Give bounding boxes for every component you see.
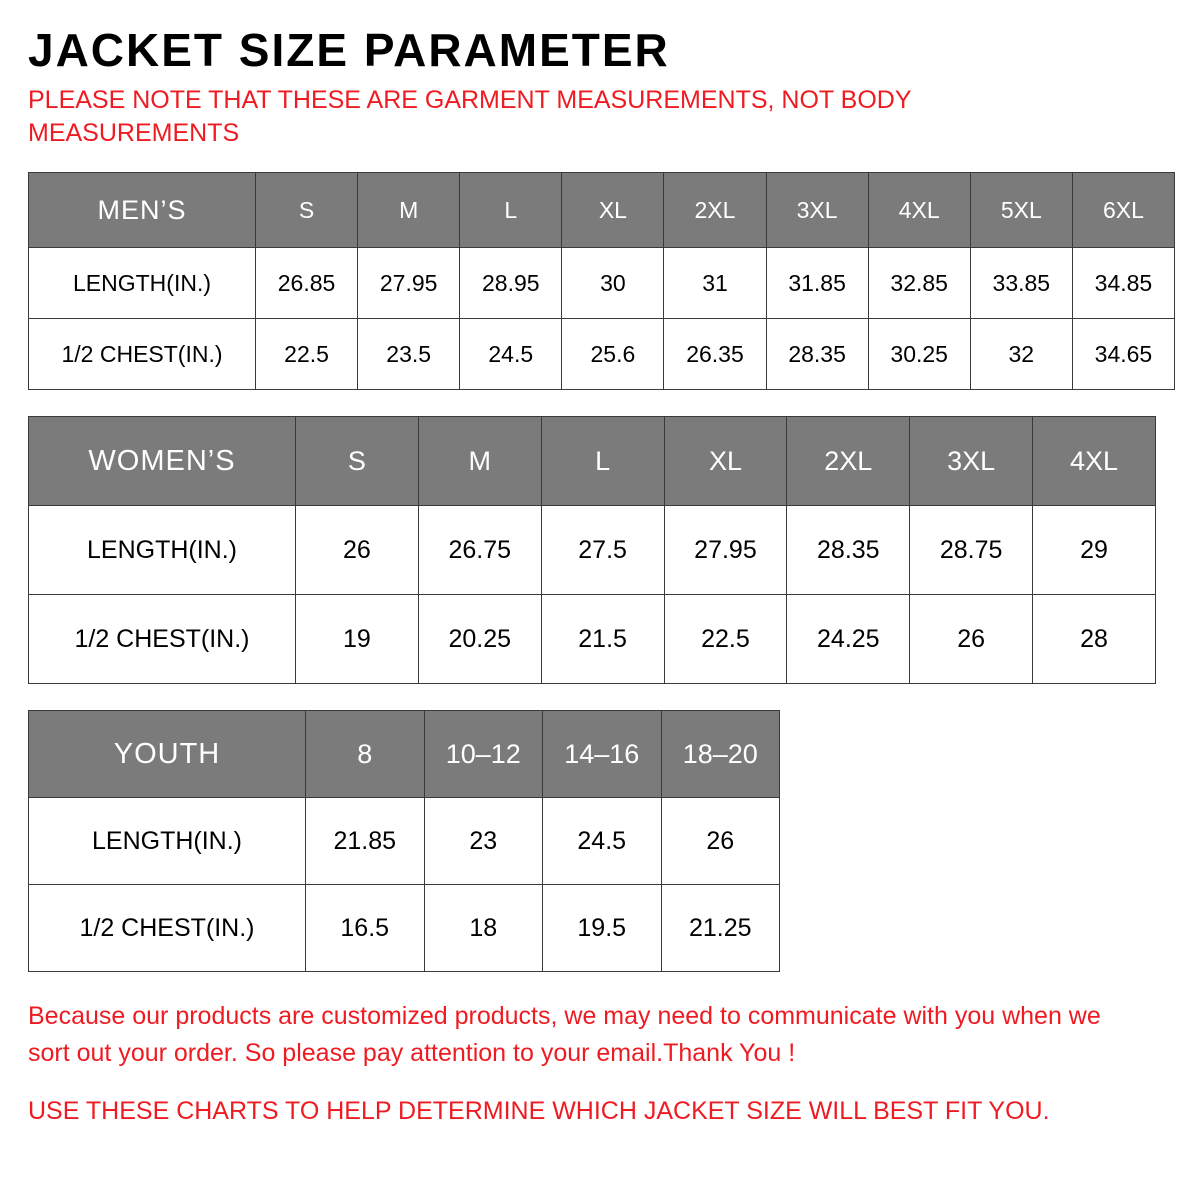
womens-chest-2xl: 24.25 xyxy=(787,595,910,684)
mens-length-xl: 30 xyxy=(562,248,664,319)
youth-length-18-20: 26 xyxy=(661,798,780,885)
womens-chest-m: 20.25 xyxy=(418,595,541,684)
mens-chest-2xl: 26.35 xyxy=(664,319,766,390)
womens-chest-l: 21.5 xyxy=(541,595,664,684)
youth-header-8: 8 xyxy=(306,711,425,798)
womens-header-4xl: 4XL xyxy=(1033,417,1156,506)
womens-size-table xyxy=(28,416,1156,684)
womens-header-label: WOMEN’S xyxy=(29,417,296,506)
mens-length-4xl: 32.85 xyxy=(868,248,970,319)
womens-chest-xl: 22.5 xyxy=(664,595,787,684)
youth-chest-10-12: 18 xyxy=(424,885,543,972)
womens-chest-4xl: 28 xyxy=(1033,595,1156,684)
table-row xyxy=(29,319,1175,390)
mens-header-5xl: 5XL xyxy=(970,173,1072,248)
youth-header-18-20: 18–20 xyxy=(661,711,780,798)
womens-header-s: S xyxy=(296,417,419,506)
womens-header-2xl: 2XL xyxy=(787,417,910,506)
womens-header-l: L xyxy=(541,417,664,506)
mens-length-6xl: 34.85 xyxy=(1072,248,1174,319)
table-header-row xyxy=(29,173,1175,248)
mens-header-l: L xyxy=(460,173,562,248)
mens-header-6xl: 6XL xyxy=(1072,173,1174,248)
mens-header-xl: XL xyxy=(562,173,664,248)
womens-chest-3xl: 26 xyxy=(910,595,1033,684)
youth-length-8: 21.85 xyxy=(306,798,425,885)
youth-chest-8: 16.5 xyxy=(306,885,425,972)
womens-length-l: 27.5 xyxy=(541,506,664,595)
mens-length-2xl: 31 xyxy=(664,248,766,319)
womens-chest-label: 1/2 CHEST(IN.) xyxy=(29,595,296,684)
womens-length-4xl: 29 xyxy=(1033,506,1156,595)
youth-length-14-16: 24.5 xyxy=(543,798,662,885)
table-row xyxy=(29,248,1175,319)
mens-chest-3xl: 28.35 xyxy=(766,319,868,390)
mens-length-l: 28.95 xyxy=(460,248,562,319)
womens-length-3xl: 28.75 xyxy=(910,506,1033,595)
womens-length-2xl: 28.35 xyxy=(787,506,910,595)
mens-chest-m: 23.5 xyxy=(358,319,460,390)
youth-chest-18-20: 21.25 xyxy=(661,885,780,972)
mens-chest-xl: 25.6 xyxy=(562,319,664,390)
table-row xyxy=(29,798,780,885)
mens-chest-5xl: 32 xyxy=(970,319,1072,390)
mens-header-s: S xyxy=(256,173,358,248)
mens-header-2xl: 2XL xyxy=(664,173,766,248)
mens-header-3xl: 3XL xyxy=(766,173,868,248)
mens-header-m: M xyxy=(358,173,460,248)
womens-header-3xl: 3XL xyxy=(910,417,1033,506)
mens-header-4xl: 4XL xyxy=(868,173,970,248)
womens-header-xl: XL xyxy=(664,417,787,506)
table-row xyxy=(29,506,1156,595)
garment-measurement-note: PLEASE NOTE THAT THESE ARE GARMENT MEASUREMENTS, NOT BODY MEASUREMENTS xyxy=(28,86,912,148)
youth-chest-14-16: 19.5 xyxy=(543,885,662,972)
mens-chest-l: 24.5 xyxy=(460,319,562,390)
use-charts-note: USE THESE CHARTS TO HELP DETERMINE WHICH JACKET SIZE WILL BEST FIT YOU. xyxy=(28,1096,1050,1125)
youth-size-table xyxy=(28,710,780,972)
youth-length-label: LENGTH(IN.) xyxy=(29,798,306,885)
womens-length-xl: 27.95 xyxy=(664,506,787,595)
womens-length-s: 26 xyxy=(296,506,419,595)
page-title: JACKET SIZE PARAMETER xyxy=(28,24,670,76)
table-header-row xyxy=(29,711,780,798)
mens-chest-s: 22.5 xyxy=(256,319,358,390)
mens-chest-4xl: 30.25 xyxy=(868,319,970,390)
table-row xyxy=(29,885,780,972)
womens-length-m: 26.75 xyxy=(418,506,541,595)
youth-chest-label: 1/2 CHEST(IN.) xyxy=(29,885,306,972)
womens-header-m: M xyxy=(418,417,541,506)
mens-length-s: 26.85 xyxy=(256,248,358,319)
youth-header-14-16: 14–16 xyxy=(543,711,662,798)
mens-size-table xyxy=(28,172,1175,390)
customized-products-note: Because our products are customized products, we may need to communicate with you when we sort out your order. So please pay attention to your email.Thank You ! xyxy=(28,1002,1101,1067)
mens-length-label: LENGTH(IN.) xyxy=(29,248,256,319)
mens-length-5xl: 33.85 xyxy=(970,248,1072,319)
womens-chest-s: 19 xyxy=(296,595,419,684)
youth-header-label: YOUTH xyxy=(29,711,306,798)
mens-chest-6xl: 34.65 xyxy=(1072,319,1174,390)
youth-length-10-12: 23 xyxy=(424,798,543,885)
mens-header-label: MEN’S xyxy=(29,173,256,248)
table-row xyxy=(29,595,1156,684)
youth-header-10-12: 10–12 xyxy=(424,711,543,798)
mens-length-m: 27.95 xyxy=(358,248,460,319)
table-header-row xyxy=(29,417,1156,506)
mens-chest-label: 1/2 CHEST(IN.) xyxy=(29,319,256,390)
mens-length-3xl: 31.85 xyxy=(766,248,868,319)
womens-length-label: LENGTH(IN.) xyxy=(29,506,296,595)
